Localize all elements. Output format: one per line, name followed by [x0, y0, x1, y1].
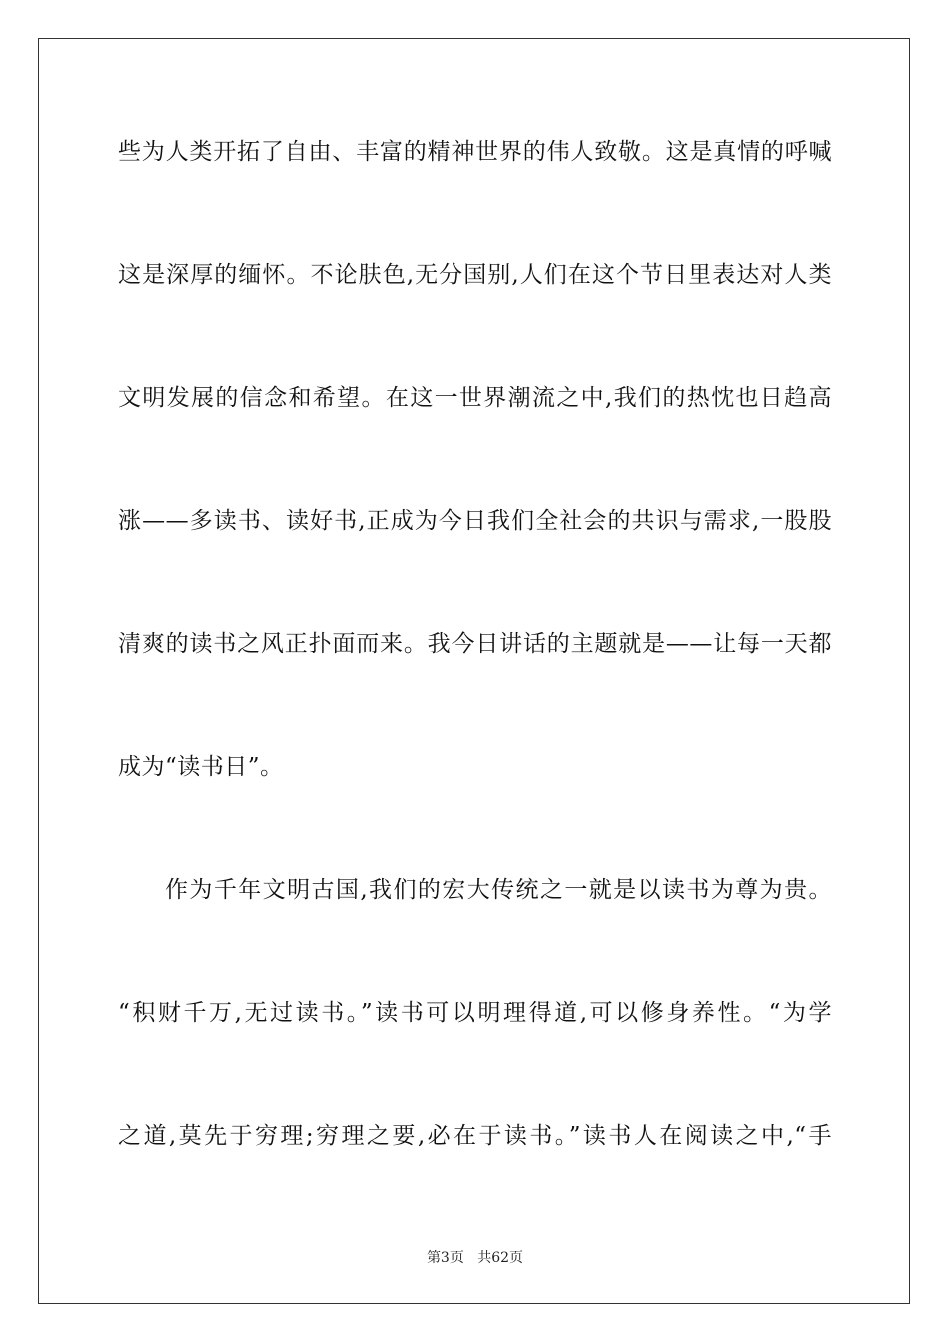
text-line: 涨——多读书、读好书,正成为今日我们全社会的共识与需求,一股股 — [118, 508, 832, 534]
page-border — [38, 38, 910, 1304]
page-number: 第3页 — [426, 1250, 464, 1266]
page-footer — [0, 1249, 950, 1267]
text-line: 这是深厚的缅怀。不论肤色,无分国别,人们在这个节日里表达对人类 — [118, 262, 832, 288]
text-line: 成为“读书日”。 — [118, 754, 284, 780]
text-line: 些为人类开拓了自由、丰富的精神世界的伟人致敬。这是真情的呼喊 — [118, 139, 832, 165]
text-line: 作为千年文明古国,我们的宏大传统之一就是以读书为尊为贵。 — [165, 877, 832, 903]
text-line: 之道,莫先于穷理;穷理之要,必在于读书。”读书人在阅读之中,“手 — [118, 1123, 832, 1149]
text-line: 文明发展的信念和希望。在这一世界潮流之中,我们的热忱也日趋高 — [118, 385, 832, 411]
text-line: “积财千万,无过读书。”读书可以明理得道,可以修身养性。“为学 — [118, 1000, 832, 1026]
text-line: 清爽的读书之风正扑面而来。我今日讲话的主题就是——让每一天都 — [118, 631, 832, 657]
page-total: 共62页 — [477, 1250, 524, 1266]
